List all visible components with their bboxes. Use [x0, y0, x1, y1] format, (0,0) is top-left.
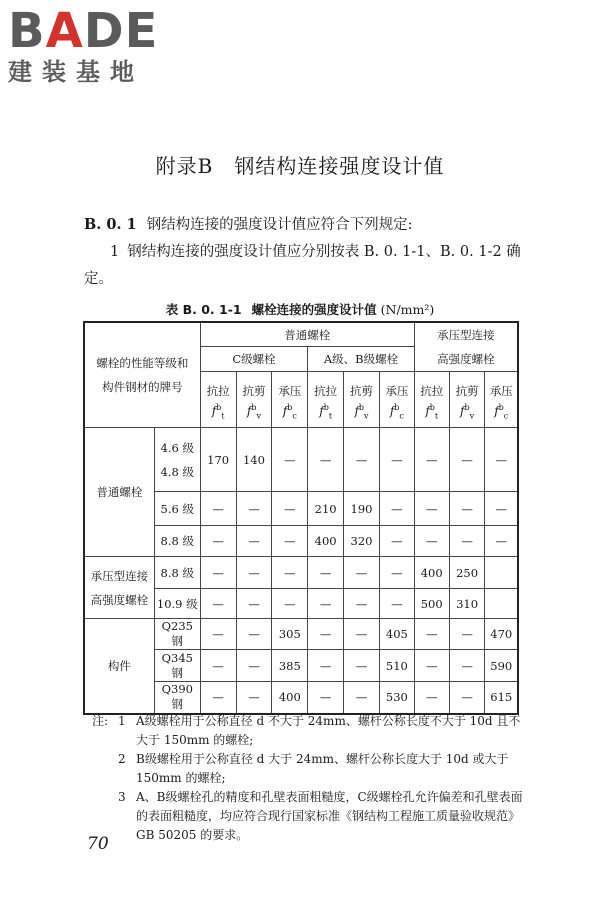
value-cell: —: [200, 619, 236, 650]
item-number: 1: [110, 244, 120, 260]
value-cell: —: [379, 557, 414, 589]
header-grade-ab: A级、B级螺栓: [308, 347, 415, 372]
value-cell: —: [414, 619, 449, 650]
value-cell: 250: [449, 557, 485, 589]
value-cell: —: [414, 428, 449, 492]
value-cell: —: [236, 619, 272, 650]
value-cell: —: [344, 589, 380, 619]
page-number: 70: [87, 834, 109, 854]
value-cell: 305: [272, 619, 308, 650]
value-cell: 405: [379, 619, 414, 650]
header-bearing: 承压 $f^b_c$: [379, 372, 414, 428]
value-cell: —: [236, 492, 272, 526]
note-text: A、B级螺栓孔的精度和孔壁表面粗糙度，C级螺栓孔允许偏差和孔壁表面的表面粗糙度，均应符合现行国家标准《钢结构工程施工质量验收规范》GB 50205 的要求。: [136, 790, 523, 842]
value-cell: —: [272, 428, 308, 492]
value-cell: —: [272, 526, 308, 557]
symbol-fc: $f^b_c$: [389, 402, 404, 421]
symbol-fc: $f^b_c$: [282, 402, 297, 421]
value-cell: —: [272, 557, 308, 589]
value-cell: —: [485, 492, 518, 526]
group-member: 构件: [84, 619, 154, 714]
bolt-strength-table: [83, 321, 519, 715]
grade-cell: 10.9 级: [154, 589, 200, 619]
header-tension: 抗拉 $f^b_t$: [414, 372, 449, 428]
value-cell: 530: [379, 682, 414, 714]
table-caption-name: 螺栓连接的强度设计值: [251, 302, 377, 317]
note-number: 2: [118, 752, 126, 766]
grade-cell: Q235 钢: [154, 619, 200, 650]
value-cell: —: [200, 526, 236, 557]
header-hs-line2: 高强度螺栓: [437, 352, 495, 366]
value-cell: 590: [485, 650, 518, 682]
value-cell: —: [485, 428, 518, 492]
value-cell: —: [272, 492, 308, 526]
value-cell: 470: [485, 619, 518, 650]
header-left-line1: 螺栓的性能等级和: [96, 356, 189, 370]
value-cell: —: [449, 619, 485, 650]
header-shear: 抗剪 $f^b_v$: [449, 372, 485, 428]
value-cell: 510: [379, 650, 414, 682]
appendix-title: 附录B 钢结构连接强度设计值: [155, 154, 445, 178]
value-cell: —: [272, 589, 308, 619]
symbol-ft: $f^b_t$: [319, 402, 333, 421]
value-cell: —: [308, 428, 344, 492]
symbol-fc: $f^b_c$: [494, 402, 509, 421]
value-cell: —: [344, 428, 380, 492]
value-cell: —: [379, 428, 414, 492]
symbol-ft: $f^b_t$: [211, 402, 225, 421]
note-text: B级螺栓用于公称直径 d 大于 24mm、螺杆公称长度大于 10d 或大于 150mm 的螺栓;: [136, 752, 509, 785]
value-cell: —: [379, 492, 414, 526]
header-bearing: 承压 $f^b_c$: [272, 372, 308, 428]
value-cell: 310: [449, 589, 485, 619]
value-cell: —: [236, 557, 272, 589]
notes-lead: 注:: [92, 714, 109, 728]
grade-cell: Q390 钢: [154, 682, 200, 714]
table-caption: [0, 300, 600, 318]
table-row: [84, 557, 518, 589]
value-cell: [485, 557, 518, 589]
header-hs-line1: 承压型连接: [437, 328, 495, 342]
value-cell: [485, 589, 518, 619]
symbol-fv: $f^b_v$: [354, 402, 369, 421]
grade-cell: 8.8 级: [154, 557, 200, 589]
header-tension: 抗拉 $f^b_t$: [308, 372, 344, 428]
symbol-fv: $f^b_v$: [246, 402, 262, 421]
symbol-ft: $f^b_t$: [425, 402, 439, 421]
note-item: [92, 712, 532, 750]
value-cell: —: [449, 428, 485, 492]
value-cell: —: [344, 682, 380, 714]
value-cell: —: [449, 492, 485, 526]
value-cell: —: [200, 682, 236, 714]
value-cell: —: [200, 557, 236, 589]
value-cell: —: [308, 619, 344, 650]
logo-wordmark: BADE: [8, 3, 159, 59]
header-grade-c: C级螺栓: [200, 347, 308, 372]
table-notes: [92, 712, 532, 845]
clause-number: B. 0. 1: [84, 216, 137, 233]
group-high-strength: 承压型连接 高强度螺栓: [84, 557, 154, 619]
value-cell: —: [344, 619, 380, 650]
value-cell: —: [308, 650, 344, 682]
note-number: 3: [118, 790, 126, 804]
header-shear: 抗剪 $f^b_v$: [236, 372, 272, 428]
value-cell: —: [344, 650, 380, 682]
value-cell: 170: [200, 428, 236, 492]
value-cell: —: [414, 492, 449, 526]
table-row: [84, 619, 518, 650]
value-cell: 140: [236, 428, 272, 492]
value-cell: —: [236, 526, 272, 557]
value-cell: —: [236, 650, 272, 682]
value-cell: 615: [485, 682, 518, 714]
header-left-line2: 构件钢材的牌号: [102, 380, 183, 394]
symbol-fv: $f^b_v$: [460, 402, 475, 421]
note-text: A级螺栓用于公称直径 d 不大于 24mm、螺杆公称长度不大于 10d 且不大于 150mm 的螺栓;: [136, 714, 521, 747]
value-cell: —: [485, 526, 518, 557]
value-cell: —: [308, 589, 344, 619]
note-item: [92, 750, 532, 788]
value-cell: —: [414, 650, 449, 682]
clause-item-1: [84, 239, 524, 293]
value-cell: —: [379, 589, 414, 619]
table-caption-id: 表 B. 0. 1-1: [165, 302, 242, 317]
value-cell: —: [449, 526, 485, 557]
header-ordinary-bolt: 普通螺栓: [200, 322, 414, 347]
value-cell: 320: [344, 526, 380, 557]
grade-cell: Q345 钢: [154, 650, 200, 682]
table-row: [84, 428, 518, 492]
header-high-strength: [414, 322, 518, 372]
grade-cell: 4.6 级 4.8 级: [154, 428, 200, 492]
value-cell: 190: [344, 492, 380, 526]
header-shear: 抗剪 $f^b_v$: [344, 372, 380, 428]
header-grade-material: [84, 322, 200, 428]
value-cell: —: [236, 589, 272, 619]
header-bearing: 承压 $f^b_c$: [485, 372, 518, 428]
value-cell: 500: [414, 589, 449, 619]
item-text: 钢结构连接的强度设计值应分别按表 B. 0. 1-1、B. 0. 1-2 确定。: [84, 244, 521, 287]
value-cell: 400: [272, 682, 308, 714]
value-cell: 400: [414, 557, 449, 589]
value-cell: —: [236, 682, 272, 714]
value-cell: 385: [272, 650, 308, 682]
value-cell: —: [308, 682, 344, 714]
value-cell: —: [414, 526, 449, 557]
value-cell: 210: [308, 492, 344, 526]
clause-b01: [84, 214, 524, 236]
value-cell: 400: [308, 526, 344, 557]
value-cell: —: [200, 650, 236, 682]
value-cell: —: [379, 526, 414, 557]
brand-logo: [8, 3, 183, 86]
value-cell: —: [200, 492, 236, 526]
value-cell: —: [344, 557, 380, 589]
table-caption-unit: (N/mm²): [380, 302, 435, 317]
value-cell: —: [414, 682, 449, 714]
header-tension: 抗拉 $f^b_t$: [200, 372, 236, 428]
group-ordinary-bolt: 普通螺栓: [84, 428, 154, 557]
value-cell: —: [449, 682, 485, 714]
value-cell: —: [449, 650, 485, 682]
logo-tagline: 建装基地: [8, 58, 144, 86]
grade-cell: 8.8 级: [154, 526, 200, 557]
grade-cell: 5.6 级: [154, 492, 200, 526]
note-number: 1: [118, 714, 126, 728]
note-item: [92, 788, 532, 845]
value-cell: —: [200, 589, 236, 619]
clause-text: 钢结构连接的强度设计值应符合下列规定:: [146, 217, 413, 233]
value-cell: —: [308, 557, 344, 589]
